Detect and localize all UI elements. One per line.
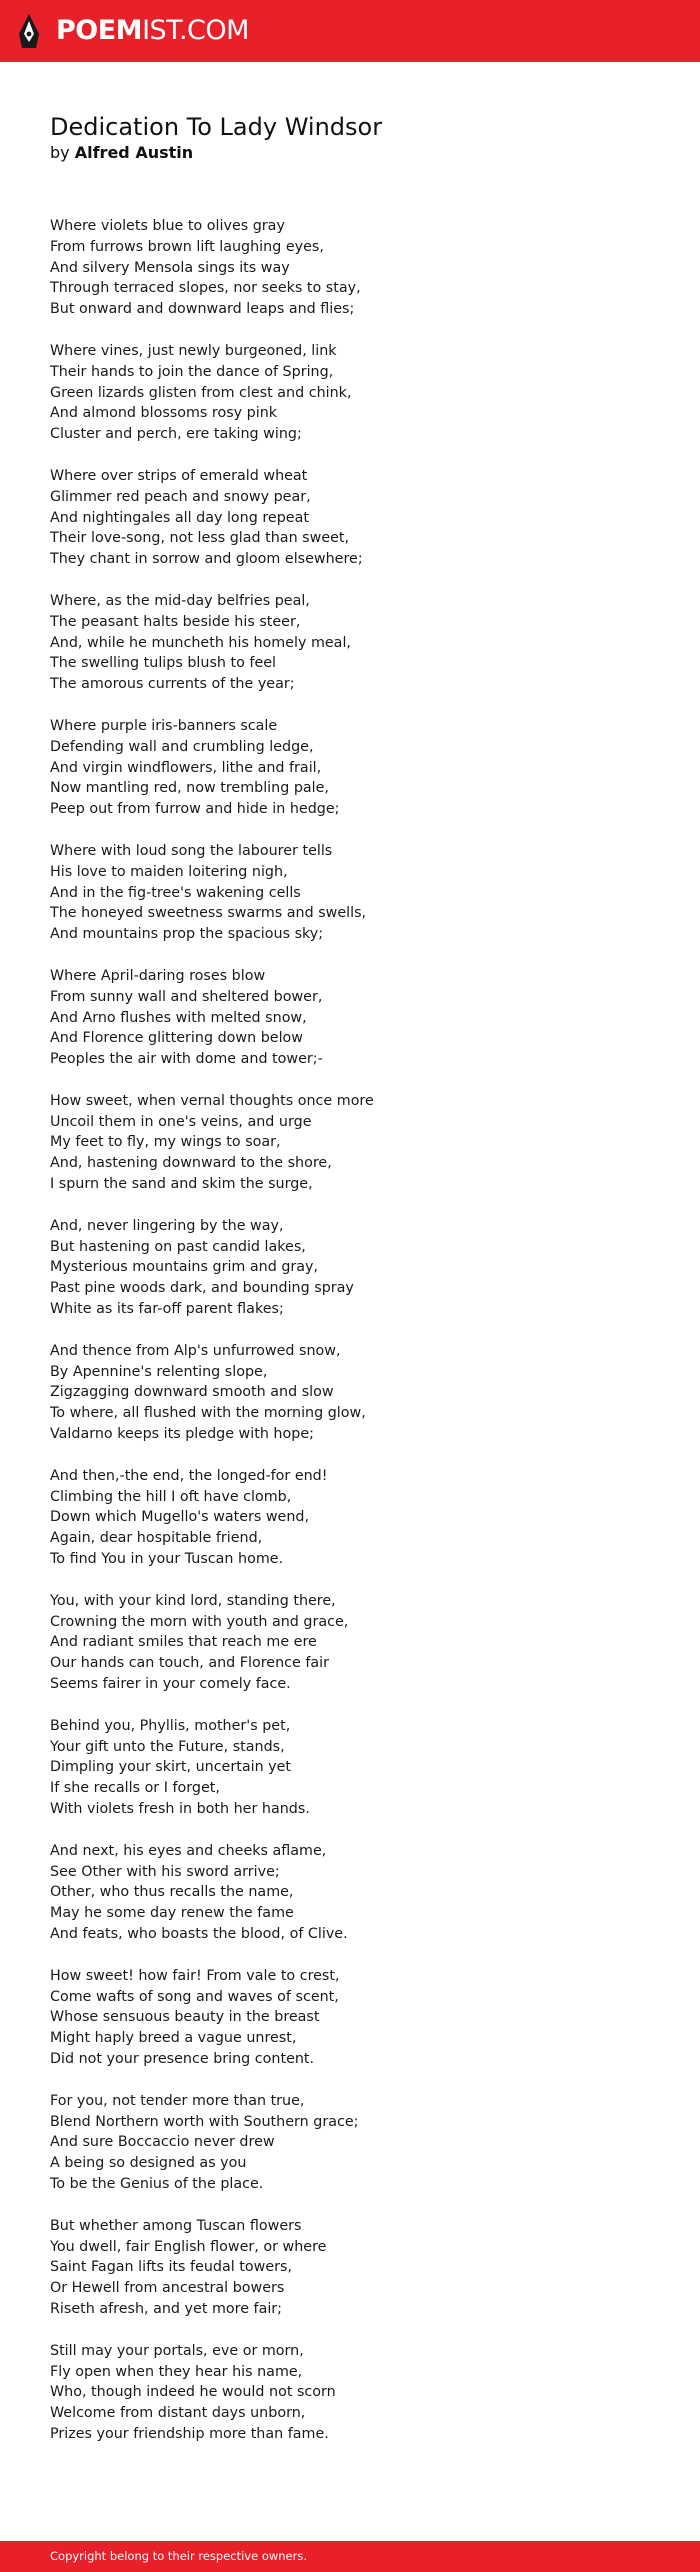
poem-stanza: [50, 2091, 650, 2195]
pen-nib-icon: [16, 12, 42, 50]
poem-line: But onward and downward leaps and flies;: [50, 301, 355, 318]
poem-line: Now mantling red, now trembling pale,: [50, 780, 329, 797]
poem-line: And Florence glittering down below: [50, 1030, 303, 1047]
poem-line: Behind you, Phyllis, mother's pet,: [50, 1717, 291, 1734]
poem-line: And, while he muncheth his homely meal,: [50, 634, 351, 651]
poem-line: Where violets blue to olives gray: [50, 218, 285, 234]
poem-line: I spurn the sand and skim the surge,: [50, 1176, 313, 1193]
poem-line: Whose sensuous beauty in the breast: [50, 2009, 320, 2026]
poem-line: Again, dear hospitable friend,: [50, 1530, 263, 1547]
poem-stanza: [50, 2216, 650, 2320]
poem-stanza: [50, 1466, 650, 1570]
poem-stanza: [50, 466, 650, 570]
poem-line: Where vines, just newly burgeoned, link: [50, 342, 337, 359]
poem-stanza: [50, 341, 650, 445]
poem-line: For you, not tender more than true,: [50, 2092, 305, 2109]
poem-line: They chant in sorrow and gloom elsewhere;: [50, 551, 363, 568]
poem-line: But whether among Tuscan flowers: [50, 2217, 302, 2234]
poem-stanza: [50, 1591, 650, 1695]
poem-line: Green lizards glisten from clest and chink,: [50, 384, 352, 401]
poem-line: And sure Boccaccio never drew: [50, 2134, 275, 2151]
poem-line: And mountains prop the spacious sky;: [50, 926, 324, 943]
poem-stanza: [50, 841, 650, 945]
poem-line: Cluster and perch, ere taking wing;: [50, 426, 302, 443]
poem-line: The honeyed sweetness swarms and swells,: [50, 905, 367, 922]
poem-line: And, hastening downward to the shore,: [50, 1155, 332, 1172]
poem-line: And in the fig-tree's wakening cells: [50, 884, 301, 901]
poem-line: You, with your kind lord, standing there,: [50, 1592, 336, 1609]
poem-line: Through terraced slopes, nor seeks to stay,: [50, 280, 361, 297]
poem-stanza: [50, 1841, 650, 1945]
poem-line: Welcome from distant days unborn,: [50, 2405, 306, 2422]
poem-byline: [50, 143, 650, 163]
poem-line: Valdarno keeps its pledge with hope;: [50, 1426, 314, 1443]
poem-stanza: [50, 1091, 650, 1195]
poem-line: And, never lingering by the way,: [50, 1217, 284, 1234]
site-footer: [0, 2541, 700, 2572]
poem-stanza: [50, 966, 650, 1070]
poem-line: Blend Northern worth with Southern grace;: [50, 2113, 359, 2130]
poem-line: See Other with his sword arrive;: [50, 1863, 280, 1880]
poem-line: And almond blossoms rosy pink: [50, 405, 278, 422]
poem-line: If she recalls or I forget,: [50, 1780, 220, 1797]
poem-line: And then,-the end, the longed-for end!: [50, 1467, 328, 1484]
poem-author[interactable]: Alfred Austin: [74, 143, 194, 162]
poem-line: Still may your portals, eve or morn,: [50, 2342, 304, 2359]
poem-line: Down which Mugello's waters wend,: [50, 1509, 310, 1526]
poem-line: May he some day renew the fame: [50, 1905, 294, 1922]
logo-text-light: IST.COM: [142, 15, 249, 46]
poem-line: Where purple iris-banners scale: [50, 717, 278, 734]
poem-line: Seems fairer in your comely face.: [50, 1676, 291, 1693]
poem-line: And Arno flushes with melted snow,: [50, 1009, 307, 1026]
poem-line: Glimmer red peach and snowy pear,: [50, 488, 311, 505]
site-logo[interactable]: [16, 12, 249, 50]
poem-line: Come wafts of song and waves of scent,: [50, 1988, 339, 2005]
poem-line: Who, though indeed he would not scorn: [50, 2384, 336, 2401]
poem-line: To where, all flushed with the morning glow,: [50, 1405, 366, 1422]
poem-line: Your gift unto the Future, stands,: [50, 1738, 285, 1755]
poem-line: Might haply breed a vague unrest,: [50, 2030, 297, 2047]
poem-line: Climbing the hill I oft have clomb,: [50, 1488, 292, 1505]
poem-line: Saint Fagan lifts its feudal towers,: [50, 2259, 292, 2276]
poem-line: Riseth afresh, and yet more fair;: [50, 2300, 283, 2317]
poem-stanza: [50, 591, 650, 695]
poem-stanza: [50, 1216, 650, 1320]
poem-line: You dwell, fair English flower, or where: [50, 2238, 327, 2255]
poem-line: Where April-daring roses blow: [50, 967, 266, 984]
poem-line: And thence from Alp's unfurrowed snow,: [50, 1342, 341, 1359]
poem-stanza: [50, 1966, 650, 2070]
poem-stanza: [50, 1716, 650, 1820]
logo-text-bold: POEM: [56, 15, 143, 46]
poem-line: And virgin windflowers, lithe and frail,: [50, 759, 322, 776]
poem-line: The swelling tulips blush to feel: [50, 655, 277, 672]
poem-line: And feats, who boasts the blood, of Clive.: [50, 1925, 348, 1942]
poem-line: How sweet, when vernal thoughts once more: [50, 1092, 374, 1109]
poem-line: With violets fresh in both her hands.: [50, 1801, 310, 1817]
poem-line: Mysterious mountains grim and gray,: [50, 1259, 319, 1276]
poem-line: From sunny wall and sheltered bower,: [50, 988, 323, 1005]
poem-title: Dedication To Lady Windsor: [50, 113, 383, 141]
poem-line: From furrows brown lift laughing eyes,: [50, 238, 324, 255]
poem-line: Peoples the air with dome and tower;-: [50, 1051, 323, 1068]
site-header: [0, 0, 700, 62]
poem-line: Uncoil them in one's veins, and urge: [50, 1113, 312, 1130]
poem-line: But hastening on past candid lakes,: [50, 1238, 306, 1255]
poem-line: Did not your presence bring content.: [50, 2050, 315, 2067]
poem-line: Other, who thus recalls the name,: [50, 1884, 294, 1901]
poem-line: A being so designed as you: [50, 2155, 247, 2172]
poem-line: And nightingales all day long repeat: [50, 509, 309, 526]
poem-line: Fly open when they hear his name,: [50, 2363, 303, 2380]
poem-line: And radiant smiles that reach me ere: [50, 1634, 317, 1651]
poem-line: To be the Genius of the place.: [50, 2175, 264, 2192]
poem-body: [50, 216, 650, 2445]
poem-stanza: [50, 1341, 650, 1445]
poem-stanza: [50, 716, 650, 820]
poem-line: Defending wall and crumbling ledge,: [50, 738, 314, 755]
poem-line: And silvery Mensola sings its way: [50, 259, 290, 276]
poem-line: Zigzagging downward smooth and slow: [50, 1384, 334, 1401]
poem-stanza: [50, 2341, 650, 2445]
poem-line: White as its far-off parent flakes;: [50, 1301, 284, 1318]
poem-line: My feet to fly, my wings to soar,: [50, 1134, 281, 1151]
poem-line: The peasant halts beside his steer,: [50, 613, 301, 630]
poem-line: The amorous currents of the year;: [50, 676, 295, 693]
poem-line: Our hands can touch, and Florence fair: [50, 1655, 329, 1672]
poem-line: Their love-song, not less glad than sweet,: [50, 530, 350, 547]
poem-line: Where over strips of emerald wheat: [50, 467, 308, 484]
poem-line: Peep out from furrow and hide in hedge;: [50, 801, 340, 818]
copyright-notice: Copyright belong to their respective owners.: [50, 2549, 308, 2563]
poem-line: Dimpling your skirt, uncertain yet: [50, 1759, 292, 1776]
poem-line: And next, his eyes and cheeks aflame,: [50, 1842, 327, 1859]
poem-line: To find You in your Tuscan home.: [50, 1551, 284, 1568]
poem-line: How sweet! how fair! From vale to crest,: [50, 1967, 340, 1984]
poem-line: Or Hewell from ancestral bowers: [50, 2280, 285, 2297]
poem-line: Prizes your friendship more than fame.: [50, 2425, 329, 2442]
poem-line: His love to maiden loitering nigh,: [50, 863, 288, 880]
poem-line: Past pine woods dark, and bounding spray: [50, 1280, 354, 1297]
poem-content: [50, 112, 650, 2466]
by-label: by: [50, 143, 75, 162]
poem-line: Where, as the mid-day belfries peal,: [50, 592, 310, 609]
poem-line: Their hands to join the dance of Spring,: [50, 363, 334, 380]
poem-line: Where with loud song the labourer tells: [50, 842, 333, 859]
logo-wordmark: [56, 12, 249, 50]
poem-line: Crowning the morn with youth and grace,: [50, 1613, 349, 1630]
poem-line: By Apennine's relenting slope,: [50, 1363, 268, 1380]
poem-stanza: [50, 216, 650, 320]
